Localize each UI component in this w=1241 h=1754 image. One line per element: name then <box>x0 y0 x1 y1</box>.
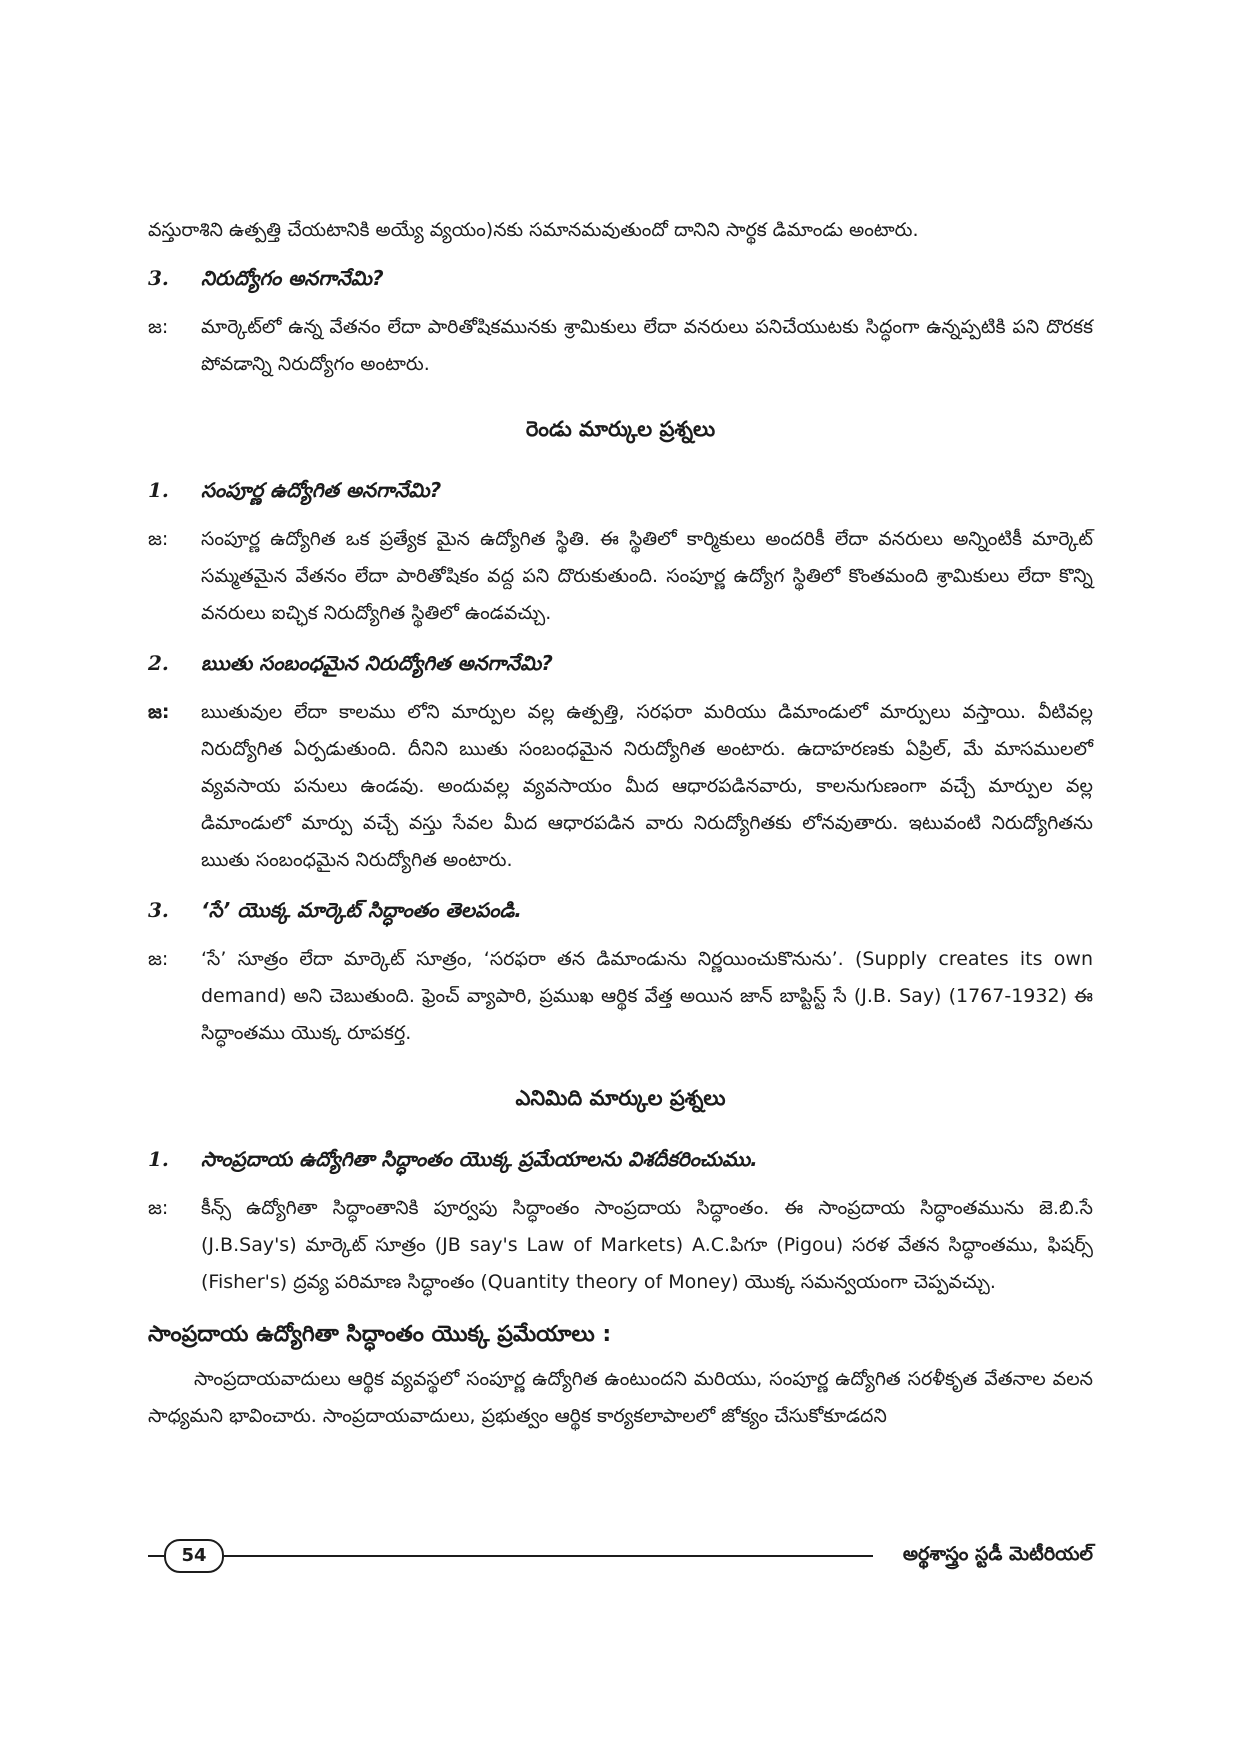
question-number: 3. <box>148 266 169 290</box>
answer-row <box>148 521 1093 632</box>
question-number: 3. <box>148 898 169 922</box>
answer-row <box>148 694 1093 879</box>
question-number: 1. <box>148 478 169 502</box>
question-text: సాంప్రదాయ ఉద్యోగితా సిద్ధాంతం యొక్క ప్రమేయాలను విశదీకరించుము. <box>201 1147 758 1171</box>
question-row <box>148 1140 1093 1178</box>
answer-label: జ: <box>148 316 169 338</box>
answer-text: కీన్స్ ఉద్యోగితా సిద్ధాంతానికి పూర్వపు సిద్ధాంతం సాంప్రదాయ సిద్ధాంతం. ఈ సాంప్రదాయ సిద్ధాంతమును జె.బి.సే (J.B.Say's) మార్కెట్ సూత్రం (JB say's Law of Markets) A.C.పిగూ (Pigou) సరళ వేతన సిద్ధాంతము, ఫిషర్స్ (Fisher's) ద్రవ్య పరిమాణ సిద్ధాంతం (Quantity theory of Money) యొక్క సమన్వయంగా చెప్పవచ్చు. <box>201 1197 1093 1293</box>
footer-rule <box>148 1555 873 1557</box>
question-row <box>148 891 1093 929</box>
section-heading-eight-marks: ఎనిమిది మార్కుల ప్రశ్నలు <box>515 1086 726 1110</box>
page-body <box>148 212 1093 1435</box>
answer-label: జ: <box>148 528 169 550</box>
answer-text: ఋతువుల లేదా కాలము లోని మార్పుల వల్ల ఉత్పత్తి, సరఫరా మరియు డిమాండులో మార్పులు వస్తాయి. వీటివల్ల నిరుద్యోగిత ఏర్పడుతుంది. దీనిని ఋతు సంబంధమైన నిరుద్యోగిత అంటారు. ఉదాహరణకు ఏప్రిల్, మే మాసములలో వ్యవసాయ పనులు ఉండవు. అందువల్ల వ్యవసాయం మీద ఆధారపడినవారు, కాలనుగుణంగా వచ్చే మార్పుల వల్ల డిమాండులో మార్పు వచ్చే వస్తు సేవల మీద ఆధారపడిన వారు నిరుద్యోగితకు లోనవుతారు. ఇటువంటి నిరుద్యోగితను ఋతు సంబంధమైన నిరుద్యోగిత అంటారు. <box>201 701 1093 871</box>
page-footer <box>148 1535 1093 1575</box>
question-text: ఋతు సంబంధమైన నిరుద్యోగిత అనగానేమి? <box>201 651 553 675</box>
section-heading-two-marks: రెండు మార్కుల ప్రశ్నలు <box>525 417 716 441</box>
question-row <box>148 471 1093 509</box>
footer-book-title: అర్థశాస్త్రం స్టడీ మెటీరియల్ <box>902 1543 1093 1565</box>
answer-text: సంపూర్ణ ఉద్యోగిత ఒక ప్రత్యేక మైన ఉద్యోగిత స్థితి. ఈ స్థితిలో కార్మికులు అందరికీ లేదా వనరులు అన్నింటికీ మార్కెట్ సమ్మతమైన వేతనం లేదా పారితోషికం వద్ద పని దొరుకుతుంది. సంపూర్ణ ఉద్యోగ స్థితిలో కొంతమంది శ్రామికులు లేదా కొన్ని వనరులు ఐచ్ఛిక నిరుద్యోగిత స్థితిలో ఉండవచ్చు. <box>201 528 1093 624</box>
closing-paragraph: సాంప్రదాయవాదులు ఆర్థిక వ్యవస్థలో సంపూర్ణ ఉద్యోగిత ఉంటుందని మరియు, సంపూర్ణ ఉద్యోగిత సరళీకృత వేతనాల వలన సాధ్యమని భావించారు. సాంప్రదాయవాదులు, ప్రభుత్వం ఆర్థిక కార్యకలాపాలలో జోక్యం చేసుకోకూడదని <box>148 1368 1093 1427</box>
question-number: 1. <box>148 1147 169 1171</box>
answer-text: ‘సే’ సూత్రం లేదా మార్కెట్ సూత్రం, ‘సరఫరా తన డిమాండును నిర్ణయించుకొనును’. (Supply creates its own demand) అని చెబుతుంది. ఫ్రెంచ్ వ్యాపారి, ప్రముఖ ఆర్థిక వేత్త అయిన జాన్ బాప్టిస్ట్ సే (J.B. Say) (1767-1932) ఈ సిద్ధాంతము యొక్క రూపకర్త. <box>201 948 1093 1044</box>
answer-row <box>148 309 1093 383</box>
question-text: ‘సే’ యొక్క మార్కెట్ సిద్ధాంతం తెలపండి. <box>201 898 522 922</box>
page-number-badge: 54 <box>164 1539 224 1573</box>
answer-label: జ: <box>148 1197 169 1219</box>
question-row <box>148 644 1093 682</box>
continuation-text: వస్తురాశిని ఉత్పత్తి చేయటానికి అయ్యే వ్యయం)నకు సమానమవుతుందో దానిని సార్థక డిమాండు అంటారు. <box>148 219 919 241</box>
question-number: 2. <box>148 651 169 675</box>
answer-label: జ: <box>148 701 170 723</box>
question-text: సంపూర్ణ ఉద్యోగిత అనగానేమి? <box>201 478 442 502</box>
answer-text: మార్కెట్‌లో ఉన్న వేతనం లేదా పారితోషికమునకు శ్రామికులు లేదా వనరులు పనిచేయుటకు సిద్ధంగా ఉన్నప్పటికి పని దొరకక పోవడాన్ని నిరుద్యోగం అంటారు. <box>201 316 1093 375</box>
question-text: నిరుద్యోగం అనగానేమి? <box>201 266 384 290</box>
answer-row <box>148 1190 1093 1301</box>
answer-label: జ: <box>148 948 169 970</box>
subheading: సాంప్రదాయ ఉద్యోగితా సిద్ధాంతం యొక్క ప్రమేయాలు : <box>148 1322 612 1347</box>
answer-row <box>148 941 1093 1052</box>
question-row <box>148 259 1093 297</box>
